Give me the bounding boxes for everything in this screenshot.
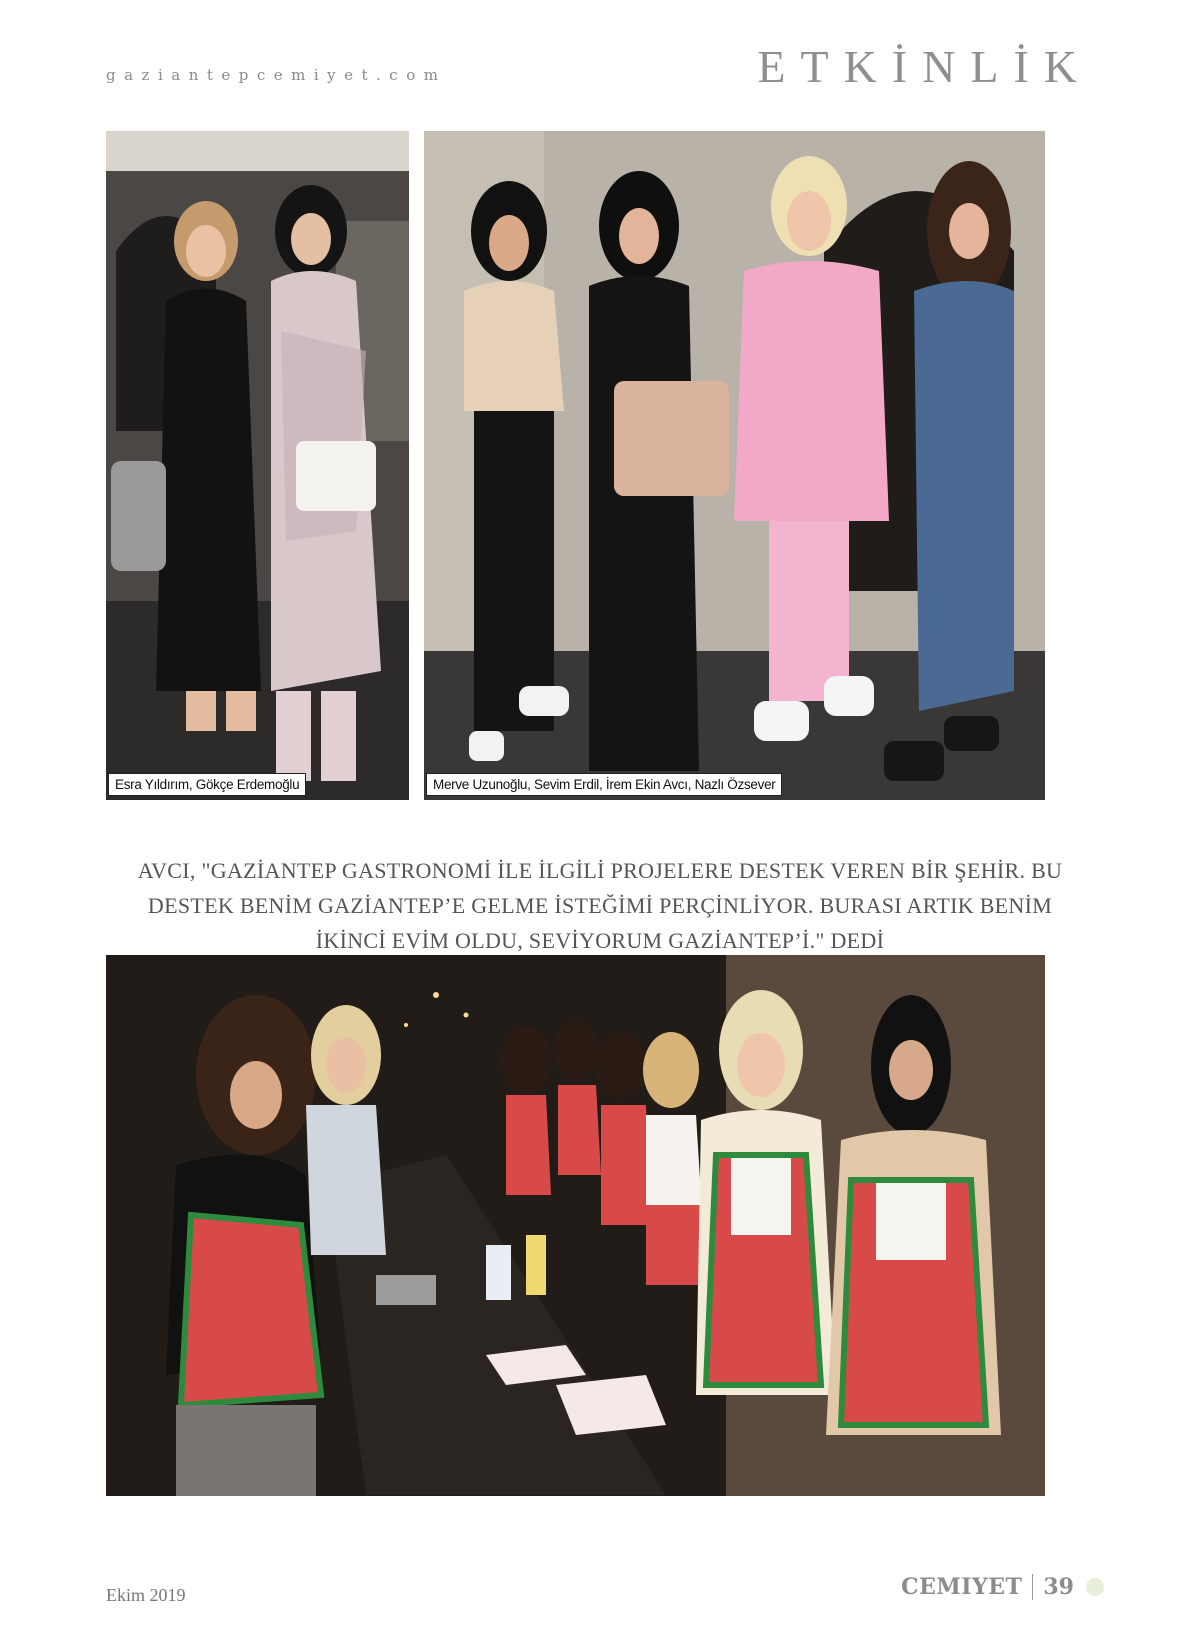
site-url: gaziantepcemiyet.com xyxy=(106,66,447,84)
page-dot-icon xyxy=(1086,1578,1104,1596)
photo-right xyxy=(424,131,1045,800)
pull-quote-line-3: İKİNCİ EVİM OLDU, SEVİYORUM GAZİANTEP’İ." DEDİ xyxy=(315,928,885,953)
photo-bottom-image xyxy=(106,955,1045,1496)
photo-right-caption: Merve Uzunoğlu, Sevim Erdil, İrem Ekin Avcı, Nazlı Özsever xyxy=(426,773,782,796)
photo-right-image xyxy=(424,131,1045,800)
page-number: 39 xyxy=(1043,1574,1074,1600)
pull-quote xyxy=(108,853,1092,958)
magazine-name: CEMIYET xyxy=(901,1574,1023,1600)
photo-left-image xyxy=(106,131,409,800)
footer-divider xyxy=(1032,1574,1033,1600)
photo-left xyxy=(106,131,409,800)
section-title: ETKİNLİK xyxy=(757,41,1092,92)
footer-branding xyxy=(901,1574,1104,1600)
pull-quote-line-2: DESTEK BENİM GAZİANTEP’E GELME İSTEĞİMİ PERÇİNLİYOR. BURASI ARTIK BENİM xyxy=(147,893,1053,918)
photo-bottom xyxy=(106,955,1045,1496)
footer-date: Ekim 2019 xyxy=(106,1585,186,1605)
photo-left-caption: Esra Yıldırım, Gökçe Erdemoğlu xyxy=(108,773,306,796)
pull-quote-line-1: AVCI, "GAZİANTEP GASTRONOMİ İLE İLGİLİ PROJELERE DESTEK VEREN BİR ŞEHİR. BU xyxy=(137,858,1063,883)
